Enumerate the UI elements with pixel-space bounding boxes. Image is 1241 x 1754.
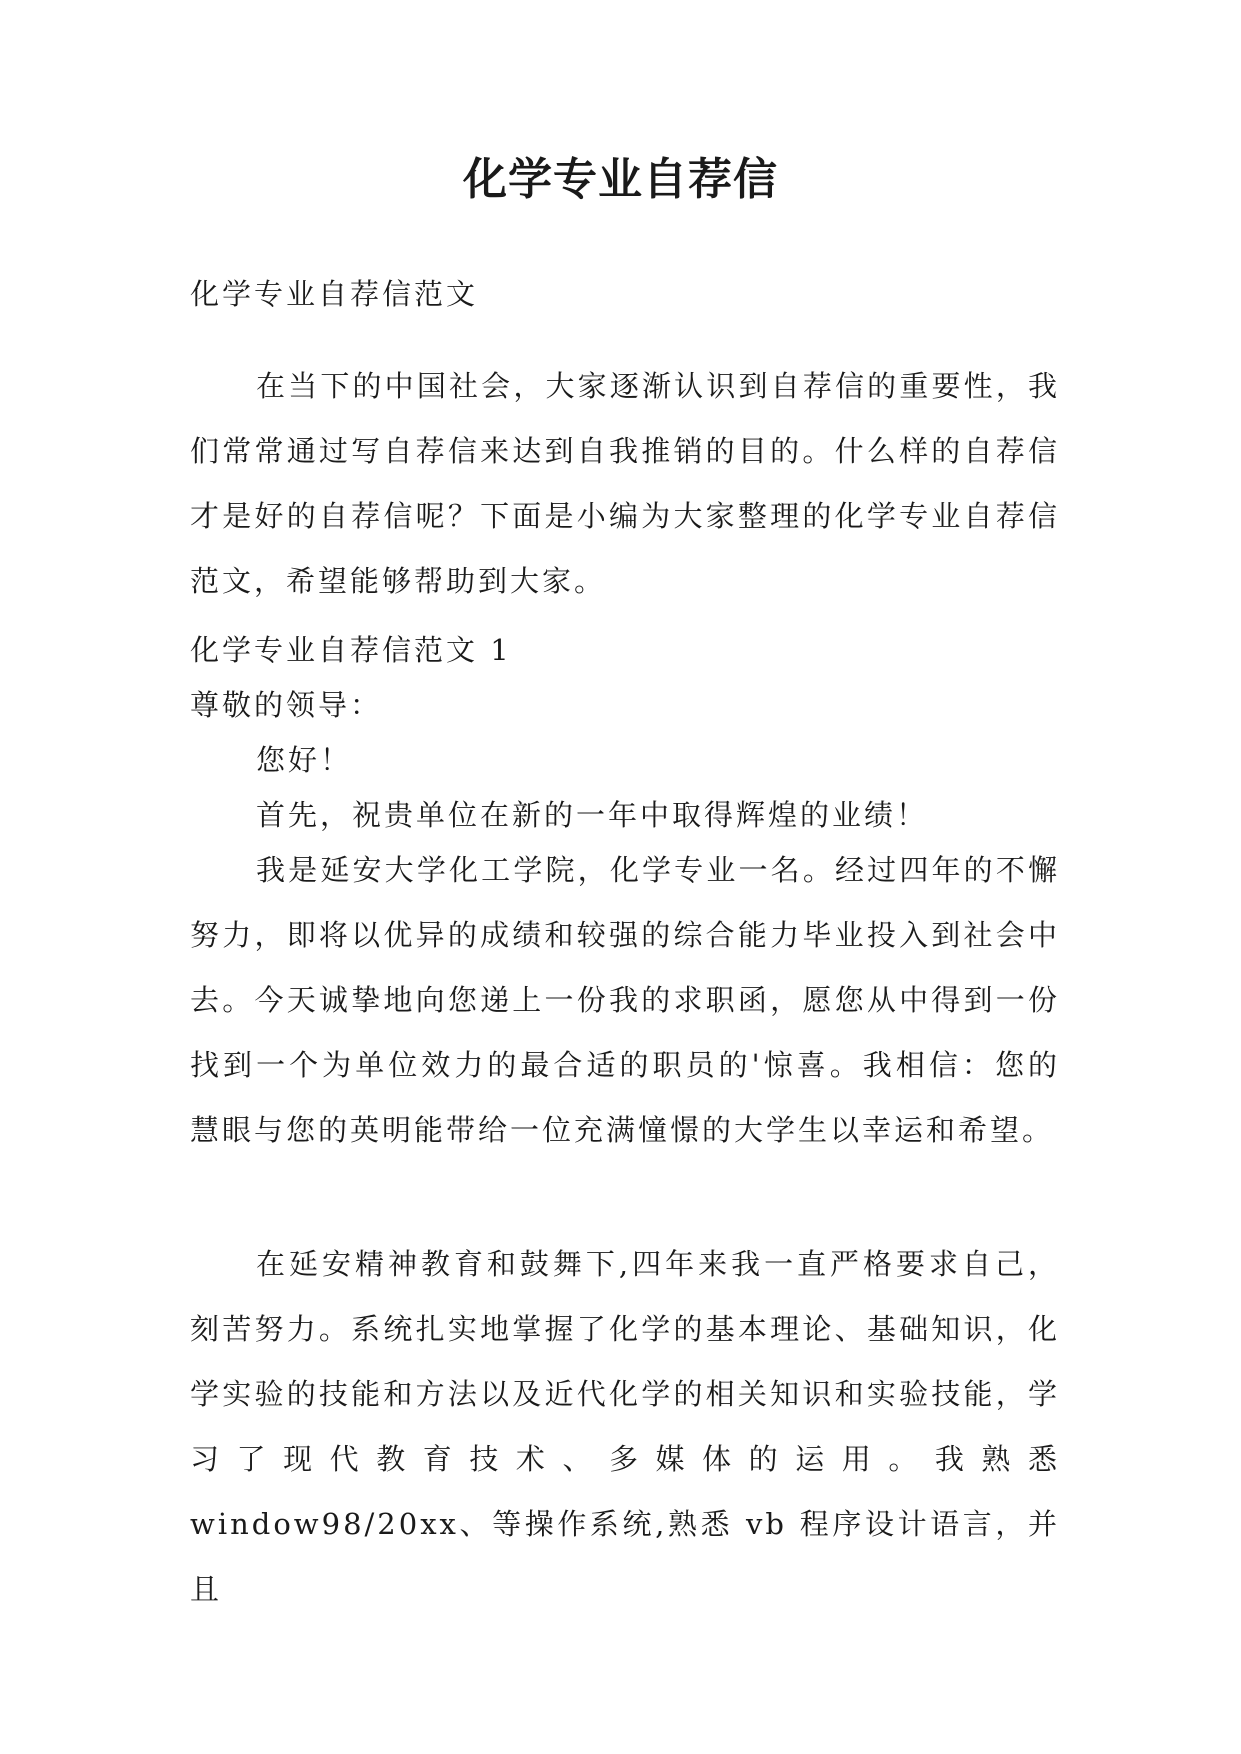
paragraph-2: 我是延安大学化工学院，化学专业一名。经过四年的不懈努力，即将以优异的成绩和较强的综合能力毕业投入到社会中去。今天诚挚地向您递上一份我的求职函，愿您从中得到一份找到一个为单位效力的最合适的职员的'惊喜。我相信：您的慧眼与您的英明能带给一位充满憧憬的大学生以幸运和希望。 xyxy=(190,853,1060,1147)
document-subtitle: 化学专业自荐信范文 xyxy=(190,277,479,311)
greeting: 您好！ xyxy=(256,743,353,777)
intro-paragraph: 在当下的中国社会，大家逐渐认识到自荐信的重要性，我们常常通过写自荐信来达到自我推销的目的。什么样的自荐信才是好的自荐信呢？下面是小编为大家整理的化学专业自荐信范文，希望能够帮助到大家。 xyxy=(190,369,1060,598)
paragraph-3: 在延安精神教育和鼓舞下,四年来我一直严格要求自己，刻苦努力。系统扎实地掌握了化学的基本理论、基础知识，化学实验的技能和方法以及近代化学的相关知识和实验技能，学习了现代教育技术、多媒体的运用。我熟悉window98/20xx、等操作系统,熟悉 vb 程序设计语言，并且 xyxy=(190,1247,1060,1606)
salutation: 尊敬的领导： xyxy=(190,688,383,722)
document-title: 化学专业自荐信 xyxy=(463,154,778,205)
section-heading: 化学专业自荐信范文 1 xyxy=(190,633,512,667)
paragraph-1: 首先，祝贵单位在新的一年中取得辉煌的业绩！ xyxy=(256,798,929,832)
